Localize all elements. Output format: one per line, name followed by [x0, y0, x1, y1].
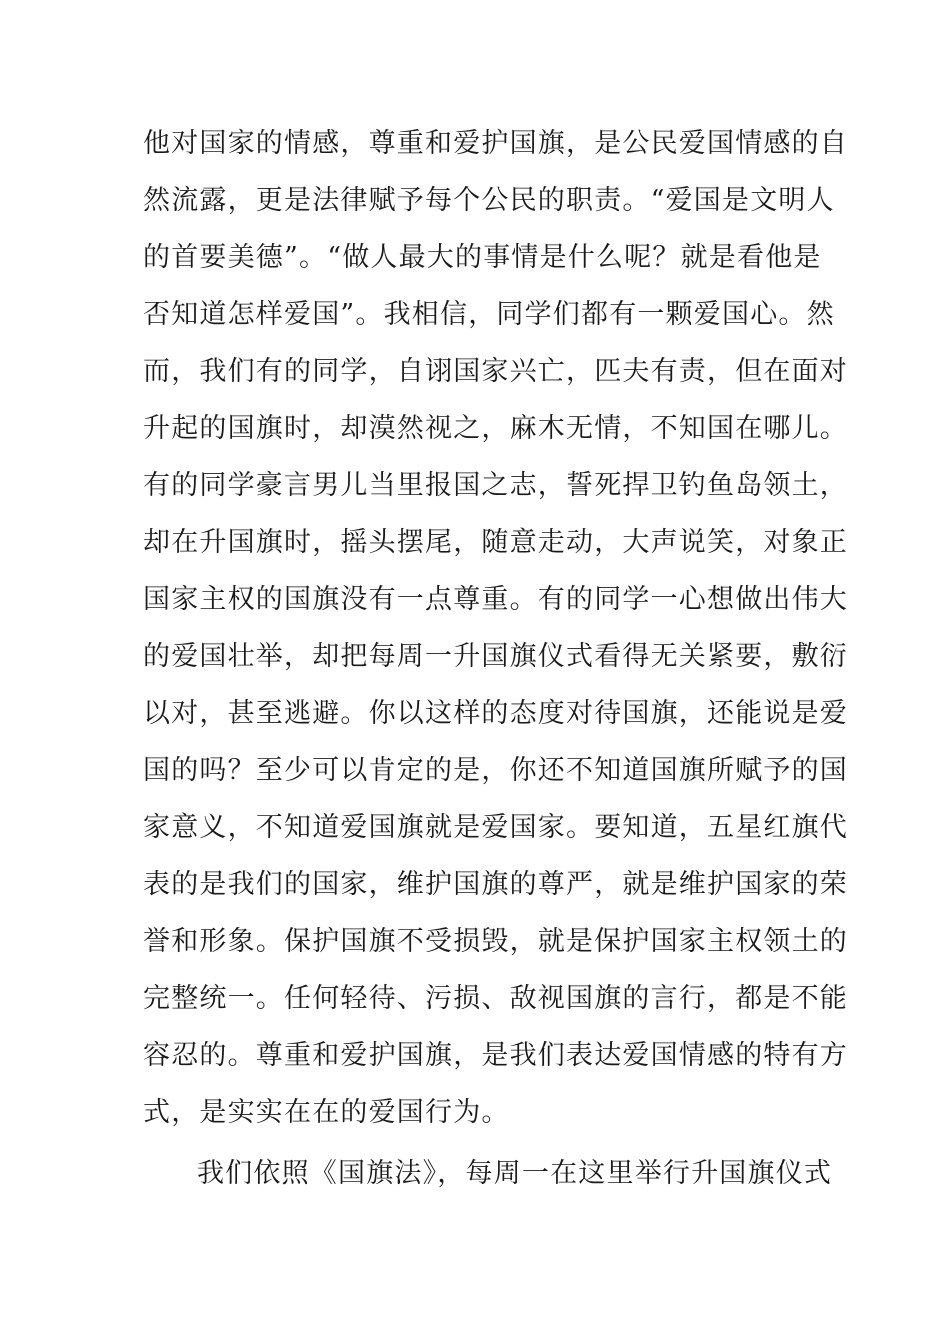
text-line: 国的吗？至少可以肯定的是，你还不知道国旗所赋予的国 — [143, 755, 848, 786]
text-line: 以对，甚至逃避。你以这样的态度对待国旗，还能说是爱 — [143, 698, 848, 729]
text-line: 升起的国旗时，却漠然视之，麻木无情，不知国在哪儿。 — [143, 413, 848, 444]
text-line: 容忍的。尊重和爱护国旗，是我们表达爱国情感的特有方 — [143, 1040, 848, 1071]
text-line: 式，是实实在在的爱国行为。 — [143, 1097, 510, 1128]
text-line: 完整统一。任何轻待、污损、敌视国旗的言行，都是不能 — [143, 983, 848, 1014]
text-line: 而，我们有的同学，自诩国家兴亡，匹夫有责，但在面对 — [143, 356, 848, 387]
text-line: 却在升国旗时，摇头摆尾，随意走动，大声说笑，对象正 — [143, 527, 848, 558]
text-line: 否知道怎样爱国”。我相信，同学们都有一颗爱国心。然 — [143, 299, 835, 330]
paragraph-first-line: 我们依照《国旗法》，每周一在这里举行升国旗仪式 — [197, 1158, 833, 1189]
text-line: 家意义，不知道爱国旗就是爱国家。要知道，五星红旗代 — [143, 812, 848, 843]
text-line: 的爱国壮举，却把每周一升国旗仪式看得无关紧要，敷衍 — [143, 641, 848, 672]
text-line: 表的是我们的国家，维护国旗的尊严，就是维护国家的荣 — [143, 869, 848, 900]
text-line: 的首要美德”。“做人最大的事情是什么呢？就是看他是 — [143, 242, 822, 273]
text-line: 誉和形象。保护国旗不受损毁，就是保护国家主权领土的 — [143, 926, 848, 957]
text-line: 他对国家的情感，尊重和爱护国旗，是公民爱国情感的自 — [143, 128, 848, 159]
text-line: 有的同学豪言男儿当里报国之志，誓死捍卫钓鱼岛领土， — [143, 470, 848, 501]
text-line: 国家主权的国旗没有一点尊重。有的同学一心想做出伟大 — [143, 584, 848, 615]
text-line: 然流露，更是法律赋予每个公民的职责。“爱国是文明人 — [143, 185, 835, 216]
